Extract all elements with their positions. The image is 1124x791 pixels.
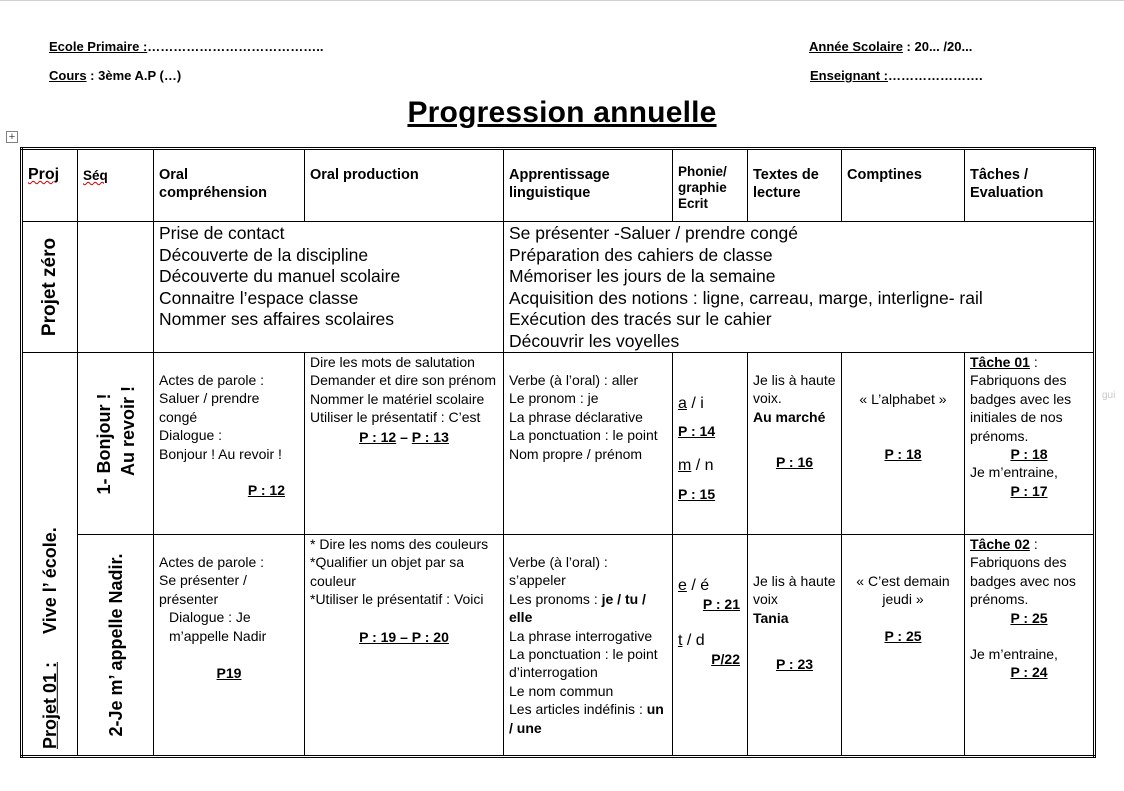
projet-01-label: Projet 01 :Vive l’ école. [39,527,60,749]
seq1-phonie-2-page: P : 15 [678,486,716,503]
pz-item: Prise de contact [159,223,285,243]
seq2-phonie: e / é P : 21 t / d P/22 [673,535,748,757]
seq1-label-cell [78,353,154,535]
projet-zero-right-content [504,222,1095,353]
projet-zero-row [22,222,1095,353]
annee-value[interactable]: : 20... /20... [902,39,973,54]
seq2-oral-prod-page: P : 19 – P : 20 [359,628,449,645]
ecole-primaire-line [49,39,324,54]
seq2-comptine-page: P : 25 [884,627,922,644]
seq2-label: 2-Je m’ appelle Nadir. [105,553,126,737]
pz-item: Acquisition des notions : ligne, carreau, marge, interligne- rail [509,287,983,308]
pz-item: Découverte de la discipline [159,244,369,265]
col-header-seq: Séq [78,149,154,222]
seq2-phonie-1-page: P : 21 [702,596,740,613]
seq2-oral-comp-page: P19 [216,665,242,682]
seq1-comptine: « L’alphabet » P : 18 [842,353,965,535]
pz-item: Découverte du manuel scolaire [159,266,401,286]
pz-item: Se présenter -Saluer / prendre congé [509,223,798,243]
seq2-tache-page: P : 25 [1010,609,1048,626]
cours-label: Cours [49,68,87,83]
col-header-oral-production: Oral production [305,149,504,222]
seq1-phonie: a / i P : 14 m / n P : 15 [673,353,748,535]
enseignant-dots[interactable]: …………………. [888,68,983,83]
pz-item: Exécution des tracés sur le cahier [509,309,772,329]
seq1-oral-comp-page: P : 12 [247,482,285,499]
seq1-phonie-1-page: P : 14 [678,423,716,440]
seq2-label-cell [78,535,154,757]
seq2-tache: Tâche 02 : Fabriquons des badges avec nos prénoms. P : 25 Je m’entraine, P : 24 [965,535,1095,757]
col-header-apprentissage: Apprentissage linguistique [504,149,673,222]
enseignant-line [810,68,983,83]
col-header-phonie: Phonie/ graphie Ecrit [673,149,748,222]
seq2-comptine: « C’est demain jeudi » P : 25 [842,535,965,757]
annee-scolaire-line [809,39,972,54]
annee-label: Année Scolaire [809,39,903,54]
enseignant-label: Enseignant : [810,68,889,83]
seq1-oral-prod-pages: P : 12 – P : 13 [359,428,449,445]
pz-item: Préparation des cahiers de classe [509,244,773,265]
col-header-proj: Proj [22,149,78,222]
seq2-entraine-page: P : 24 [1010,664,1048,681]
seq2-phonie-2-page: P/22 [711,651,740,668]
progression-table [20,147,1096,758]
seq2-oral-prod: * Dire les noms des couleurs *Qualifier un objet par sa couleur *Utiliser le présentatif : Voici P : 19 – P : 20 [305,535,504,757]
projet-01-label-cell [22,353,78,757]
seq1-oral-comp: Actes de parole : Saluer / prendre congé Dialogue : Bonjour ! Au revoir ! P : 12 [154,353,305,535]
table-move-handle-icon[interactable]: + [6,131,18,143]
seq1-lecture-page: P : 16 [775,454,814,471]
progression-table-wrapper [20,147,1096,758]
pz-item: Découvrir les voyelles [509,330,680,351]
seq1-apprentissage: Verbe (à l’oral) : aller Le pronom : je La phrase déclarative La ponctuation : le point Nom propre / prénom [504,353,673,535]
col-header-oral-comprehension: Oral compréhension [154,149,305,222]
cours-value[interactable]: : 3ème A.P (…) [86,68,182,83]
projet-zero-left-content [154,222,504,353]
seq2-apprentissage: Verbe (à l’oral) : s’appeler Les pronoms : je / tu / elle La phrase interrogative La ponctuation : le point d’interrogation Le nom commun Les articles indéfinis : un / une [504,535,673,757]
seq2-lecture-page: P : 23 [775,656,814,673]
col-header-comptines: Comptines [842,149,965,222]
seq2-lecture: Je lis à haute voix Tania P : 23 [748,535,842,757]
sequence-1-row [22,353,1095,535]
pz-item: Mémoriser les jours de la semaine [509,266,776,286]
projet-zero-seq-cell [78,222,154,353]
seq1-entraine-page: P : 17 [1010,482,1048,499]
seq1-tache: Tâche 01 : Fabriquons des badges avec les initiales de nos prénoms. P : 18 Je m’entraine, P : 17 [965,353,1095,535]
faint-margin-text: gui [1102,390,1116,401]
sequence-2-row [22,535,1095,757]
page-top-edge [0,0,1124,1]
projet-zero-label-cell [22,222,78,353]
seq1-label: 1- Bonjour ! Au revoir ! [93,385,138,494]
seq1-comptine-page: P : 18 [884,446,922,463]
pz-item: Nommer ses affaires scolaires [159,309,395,329]
seq1-lecture: Je lis à haute voix. Au marché P : 16 [748,353,842,535]
cours-line [49,68,181,83]
page-title: Progression annuelle [407,96,717,129]
pz-item: Connaitre l’espace classe [159,287,359,308]
header-row [22,149,1095,222]
ecole-dots[interactable]: ………………………………….. [147,39,324,54]
ecole-label: Ecole Primaire : [49,39,148,54]
seq1-tache-page: P : 18 [1010,446,1048,463]
seq2-oral-comp: Actes de parole : Se présenter / présenter Dialogue : Je m’appelle Nadir P19 [154,535,305,757]
seq1-oral-prod: Dire les mots de salutation Demander et dire son prénom Nommer le matériel scolaire Utiliser le présentatif : C’est P : 12 – P : 13 [305,353,504,535]
col-header-taches: Tâches / Evaluation [965,149,1095,222]
projet-zero-label: Projet zéro [38,237,60,337]
col-header-textes: Textes de lecture [748,149,842,222]
